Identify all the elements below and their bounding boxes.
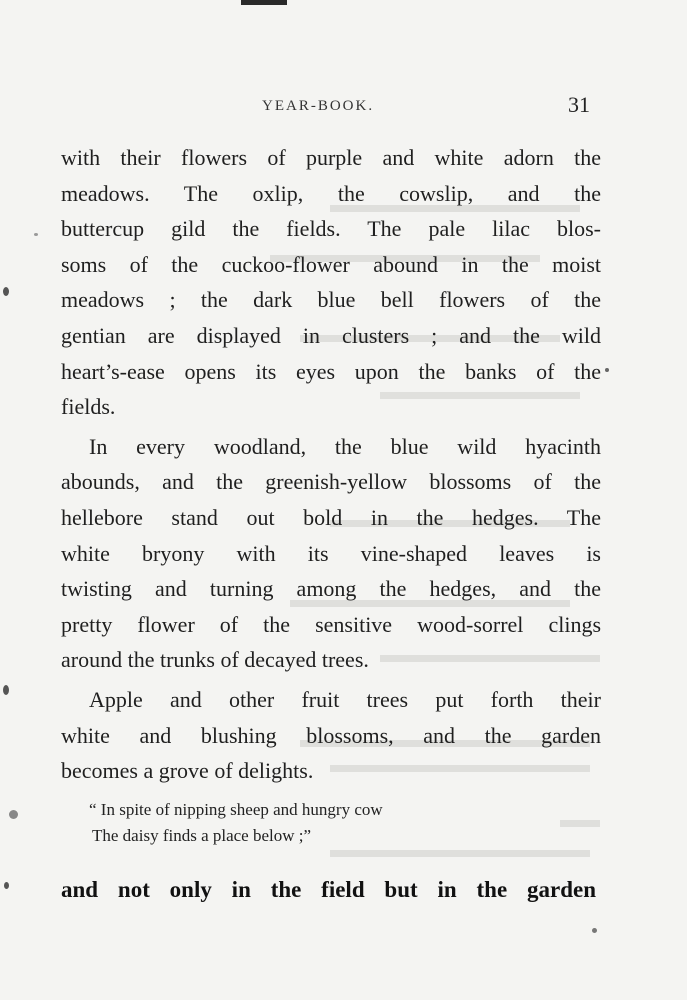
paragraph-2 — [61, 429, 601, 678]
ink-speck — [4, 882, 9, 889]
text-line: around the trunks of decayed trees. — [61, 647, 369, 673]
page-header — [0, 92, 687, 122]
text-line: white and blushing blossoms, and the garden — [61, 722, 601, 748]
ink-speck — [3, 685, 9, 695]
text-line: buttercup gild the fields. The pale lilac blos- — [61, 216, 601, 242]
ink-speck — [3, 287, 9, 296]
text-line: fields. — [61, 394, 116, 420]
text-line: meadows. The oxlip, the cowslip, and the — [61, 180, 601, 206]
text-line: with their flowers of purple and white adorn the — [61, 145, 601, 170]
text-line: heart’s-ease opens its eyes upon the banks of the — [61, 358, 601, 384]
text-line: gentian are displayed in clusters ; and the wild — [61, 322, 601, 348]
text-line: In every woodland, the blue wild hyacinth — [89, 433, 601, 459]
text-line: meadows ; the dark blue bell flowers of the — [61, 287, 601, 313]
ink-speck — [605, 368, 609, 372]
ink-speck — [592, 928, 597, 933]
verse-quote — [89, 797, 549, 849]
quote-line: “ In spite of nipping sheep and hungry cow — [89, 800, 383, 819]
quote-line: The daisy finds a place below ;” — [92, 826, 312, 845]
running-head: YEAR-BOOK. — [262, 98, 375, 114]
text-line: pretty flower of the sensitive wood-sorrel clings — [61, 611, 601, 637]
final-text-line: and not only in the field but in the garden — [61, 877, 596, 902]
body-text — [61, 140, 601, 789]
text-line: hellebore stand out bold in the hedges. The — [61, 504, 601, 530]
text-line: soms of the cuckoo-flower abound in the moist — [61, 251, 601, 277]
text-line: becomes a grove of delights. — [61, 758, 314, 784]
paragraph-1 — [61, 140, 601, 425]
ink-speck — [34, 233, 38, 236]
text-line: twisting and turning among the hedges, and the — [61, 576, 601, 602]
text-line: white bryony with its vine-shaped leaves is — [61, 540, 601, 566]
text-line: abounds, and the greenish-yellow blossoms of the — [61, 469, 601, 495]
page-number: 31 — [568, 92, 590, 117]
paragraph-3 — [61, 682, 601, 789]
text-line: Apple and other fruit trees put forth their — [89, 686, 601, 712]
ink-speck — [9, 810, 18, 819]
top-edge-mark — [241, 0, 287, 5]
